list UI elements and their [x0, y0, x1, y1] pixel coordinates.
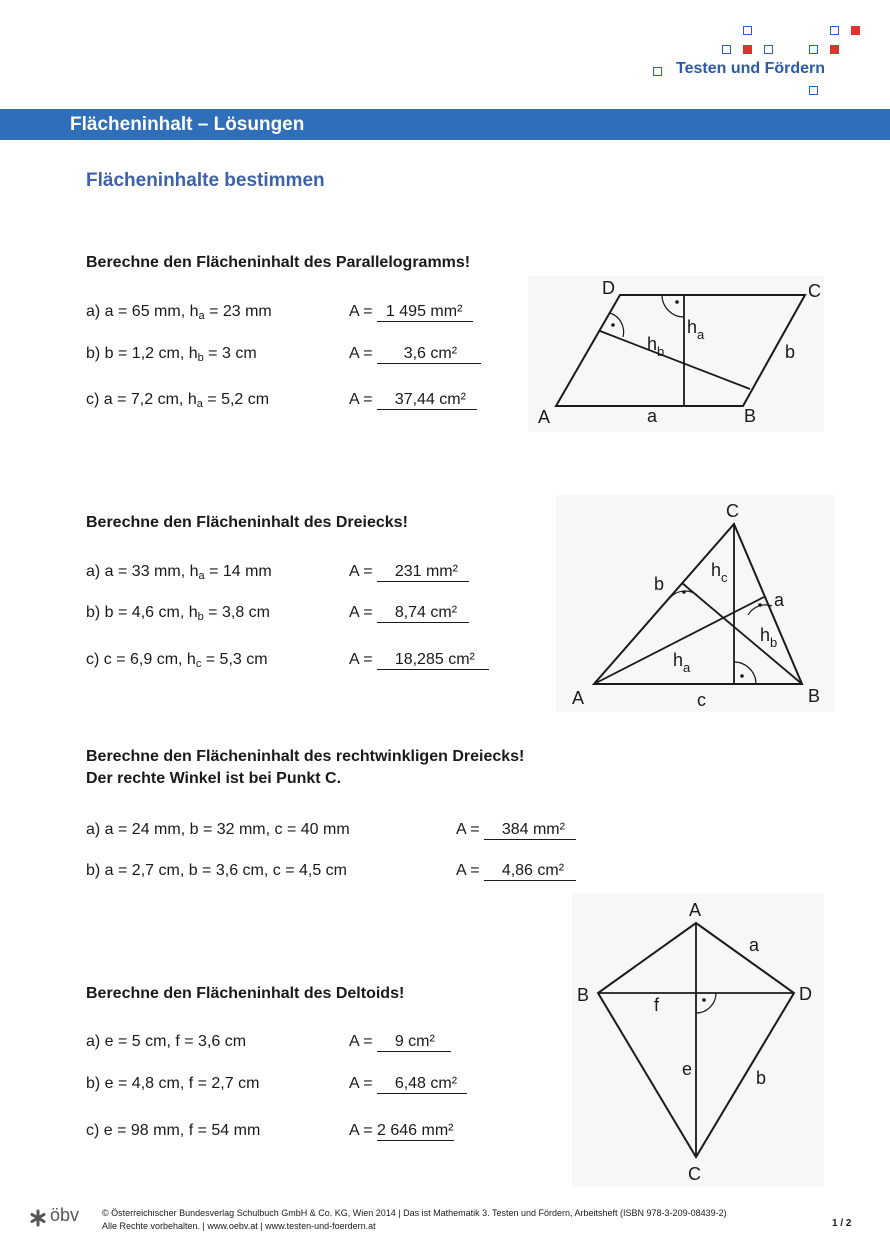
- exercise-item: a) e = 5 cm, f = 3,6 cm: [86, 1033, 247, 1050]
- exercise-item: b) b = 4,6 cm, $h_b = 3,8$ cm: [86, 604, 270, 623]
- section-heading-parallelogram: Berechne den Flächeninhalt des Parallelogramms!: [86, 254, 471, 271]
- answer: A = 9 cm²: [349, 1033, 451, 1052]
- logo-square-icon: [722, 45, 731, 54]
- label-B: B: [744, 406, 757, 426]
- logo-square-red-icon: [830, 45, 839, 54]
- kite-figure: [572, 893, 828, 1191]
- label-b: b: [654, 574, 665, 594]
- logo-square-icon: [809, 45, 818, 54]
- answer: A = 37,44 cm²: [349, 391, 477, 410]
- label-a: a: [749, 935, 760, 955]
- label-A: A: [689, 900, 702, 920]
- exercise-item: a) a = 33 mm, $h_a = 14$ mm: [86, 563, 272, 582]
- label-C: C: [808, 281, 821, 301]
- exercise-item: c) e = 98 mm, f = 54 mm: [86, 1122, 261, 1139]
- label-hb: $h_b$: [647, 334, 665, 359]
- logo-square-icon: [653, 67, 662, 76]
- label-b: b: [785, 342, 796, 362]
- label-a: a: [774, 590, 785, 610]
- heading-line: Berechne den Flächeninhalt des rechtwinkligen Dreiecks!: [86, 748, 525, 765]
- logo-square-icon: [743, 26, 752, 35]
- logo-square-red-icon: [851, 26, 860, 35]
- label-A: A: [538, 407, 551, 427]
- brand-name: Testen und Fördern: [676, 60, 826, 77]
- label-a: a: [647, 406, 658, 426]
- section-heading-right-triangle: [86, 746, 524, 790]
- label-c: c: [697, 690, 706, 710]
- label-ha: $h_a$: [687, 317, 705, 342]
- publisher-star-icon: [28, 1208, 48, 1228]
- answer: A = 384 mm²: [456, 821, 576, 840]
- triangle-figure: [556, 495, 836, 715]
- exercise-item: b) b = 1,2 cm, $h_b = 3$ cm: [86, 345, 257, 364]
- answer: A = 231 mm²: [349, 563, 469, 582]
- label-b: b: [756, 1068, 767, 1088]
- label-C: C: [688, 1164, 701, 1184]
- answer: A = 1 495 mm²: [349, 303, 473, 322]
- page-subtitle: Flächeninhalte bestimmen: [86, 170, 325, 191]
- label-hc: $h_c$: [711, 560, 728, 585]
- answer: A = 8,74 cm²: [349, 604, 469, 623]
- label-D: D: [799, 984, 812, 1004]
- label-B: B: [577, 985, 590, 1005]
- parallelogram-figure: [528, 276, 828, 436]
- answer: A = 6,48 cm²: [349, 1075, 467, 1094]
- exercise-item: a) a = 24 mm, b = 32 mm, c = 40 mm: [86, 821, 350, 838]
- answer: A = 18,285 cm²: [349, 651, 489, 670]
- label-f: f: [654, 995, 660, 1015]
- section-heading-triangle: Berechne den Flächeninhalt des Dreiecks!: [86, 514, 408, 531]
- footer-line: Alle Rechte vorbehalten. | www.oebv.at | www.testen-und-foerdern.at: [102, 1221, 376, 1231]
- page-title: Flächeninhalt – Lösungen: [70, 114, 305, 135]
- heading-line: Der rechte Winkel ist bei Punkt C.: [86, 770, 342, 787]
- page-number: 1 / 2: [832, 1218, 852, 1229]
- label-A: A: [572, 688, 585, 708]
- logo-square-icon: [764, 45, 773, 54]
- section-heading-kite: Berechne den Flächeninhalt des Deltoids!: [86, 985, 405, 1002]
- label-e: e: [682, 1059, 693, 1079]
- footer-line: © Österreichischer Bundesverlag Schulbuch GmbH & Co. KG, Wien 2014 | Das ist Mathematik 3. Testen und Fördern, Arbeitsheft (ISBN 978-3-209-08439-2): [102, 1208, 727, 1218]
- answer: A = 3,6 cm²: [349, 345, 481, 364]
- logo-square-icon: [809, 86, 818, 95]
- exercise-item: b) e = 4,8 cm, f = 2,7 cm: [86, 1075, 260, 1092]
- label-hb: $h_b$: [760, 625, 778, 650]
- label-D: D: [602, 278, 615, 298]
- publisher-logo: öbv: [50, 1205, 80, 1225]
- answer: A = 4,86 cm²: [456, 862, 576, 881]
- logo-square-red-icon: [743, 45, 752, 54]
- logo-square-icon: [830, 26, 839, 35]
- exercise-item: b) a = 2,7 cm, b = 3,6 cm, c = 4,5 cm: [86, 862, 347, 879]
- exercise-item: a) a = 65 mm, $h_a = 23$ mm: [86, 303, 272, 322]
- footer-text: [102, 1207, 727, 1233]
- answer: A = 2 646 mm²: [349, 1122, 454, 1139]
- label-B: B: [808, 686, 821, 706]
- label-ha: $h_a$: [673, 650, 691, 675]
- exercise-item: c) a = 7,2 cm, $h_a = 5,2$ cm: [86, 391, 270, 410]
- exercise-item: c) c = 6,9 cm, $h_c = 5,3$ cm: [86, 651, 268, 670]
- label-C: C: [726, 501, 739, 521]
